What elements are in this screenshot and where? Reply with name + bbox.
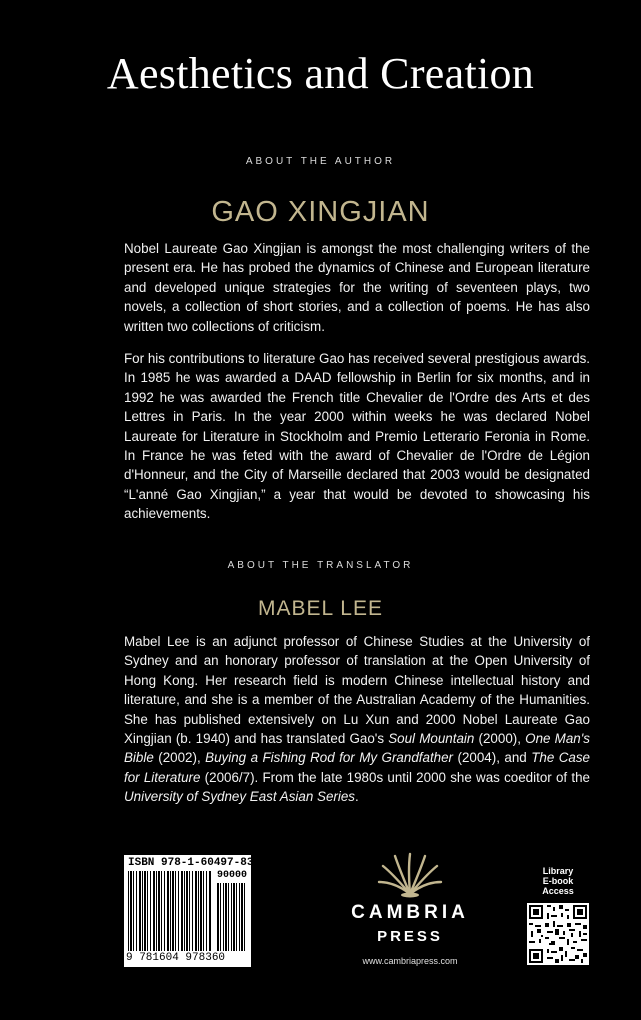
qr-code (527, 903, 589, 965)
translator-name: MABEL LEE (258, 597, 383, 620)
bio-text: (2002), (153, 750, 206, 766)
library-ebook-label (527, 866, 589, 896)
translator-bio-paragraph (124, 632, 590, 807)
work-title: Soul Mountain (388, 731, 475, 747)
author-bio-paragraph-2: For his contributions to literature Gao has received several prestigious awards. In 1985 he was awarded a DAAD fellowship in Berlin for six months, and in 1992 he was awarded the French title Chevalier de l'Ordre des Arts et des Lettres in Paris. In the year 2000 within weeks he was declared Nobel Laureate for Literature in Stockholm and Premio Letterario Feronia in Rome. In France he was feted with the award of Chevalier de l'Ordre de Légion d'Honneur, and the City of Marseille declared that 2003 would be designated “L'anné Gao Xingjian,” a year that would be devoted to showcasing his achievements. (124, 351, 590, 522)
work-title: The Case for Literature (124, 750, 590, 785)
work-title: One Man's Bible (124, 731, 590, 766)
bio-text: (2000), (474, 731, 526, 747)
barcode-number: 9 781604 978360 (126, 952, 228, 964)
author-name: GAO XINGJIAN (211, 196, 430, 228)
work-title: Buying a Fishing Rod for My Grandfather (205, 750, 454, 766)
library-label-line: Library (542, 866, 574, 876)
library-label-line: Access (542, 886, 574, 896)
bio-text: Mabel Lee is an adjunct professor of Chinese Studies at the University of Sydney and an honorary professor of translation at the Open University of Hong Kong. Her research field is modern Chinese intellectual history and literature, and she is a member of the Australian Academy of the Humanities. She has published extensively on Lu Xun and 2000 Nobel Laureate Gao Xingjian (b. 1940) and has translated Gao's (124, 634, 590, 747)
library-label-line: E-book (542, 876, 574, 886)
book-title: Aesthetics and Creation (106, 49, 535, 98)
publisher-url: www.cambriapress.com (362, 956, 458, 966)
publisher-name: CAMBRIA (351, 902, 469, 923)
about-translator-label: ABOUT THE TRANSLATOR (227, 560, 414, 571)
fan-emblem-icon (375, 852, 445, 898)
bio-text: (2006/7). From the late 1980s until 2000 she was coeditor of the (200, 769, 590, 785)
price-barcode-bars (217, 883, 247, 951)
series-title: University of Sydney East Asian Series (124, 789, 355, 805)
bio-text: (2004), and (453, 750, 532, 766)
isbn-label: ISBN 978-1-60497-836-0 (128, 857, 274, 869)
qr-code-icon (527, 903, 589, 965)
bio-text: . (354, 789, 359, 805)
isbn-barcode (124, 855, 274, 967)
about-author-label: ABOUT THE AUTHOR (245, 156, 396, 167)
author-bio-paragraph-1: Nobel Laureate Gao Xingjian is amongst the most challenging writers of the present era. He has probed the dynamics of Chinese and European literature and developed unique strategies for the writing of seventeen plays, two novels, a collection of short stories, and a collection of poems. He has also written two collections of criticism. (124, 241, 590, 334)
publisher-sub: PRESS (377, 928, 443, 945)
cambria-press-logo (340, 852, 480, 970)
price-code: 90000 (217, 870, 248, 881)
barcode-bars (128, 871, 212, 951)
